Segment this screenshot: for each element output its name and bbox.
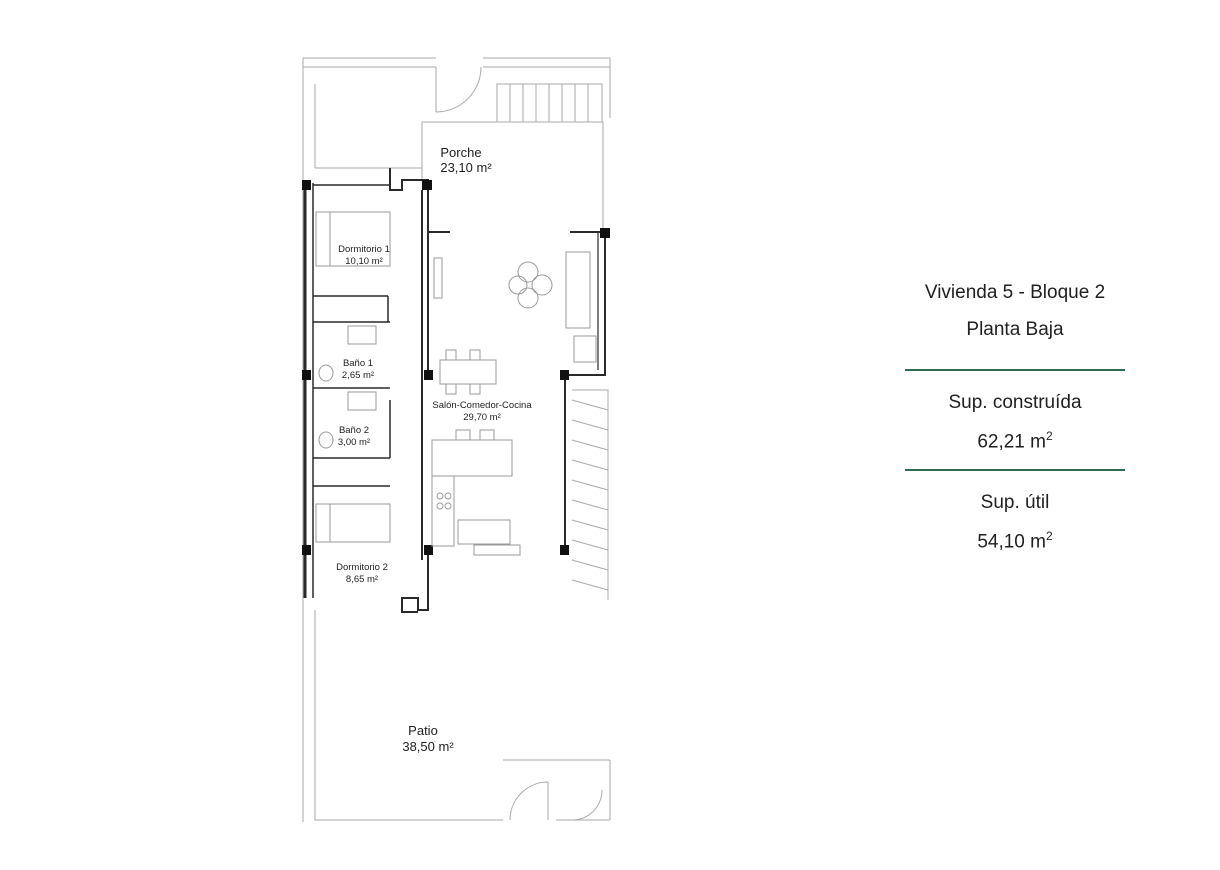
porch-edge [422,122,603,230]
tv-unit [434,258,442,298]
built-area-value: 62,21 m [977,431,1046,453]
patio-boundary [315,610,610,820]
usable-area-value: 54,10 m [977,531,1046,553]
title-line-1: Vivienda 5 - Bloque 2 [924,282,1106,303]
dormitorio2-name: Dormitorio 2 [336,562,388,573]
divider-1 [905,369,1125,371]
column [302,545,311,555]
entry-stairs [497,84,602,122]
salon-area: 29,70 m² [463,412,501,423]
porch-front-line [315,84,422,168]
bano2-area: 3,00 m² [337,437,371,448]
dormitorio1-area: 10,10 m² [345,256,383,267]
column [560,545,569,555]
coffee-table [509,262,552,308]
built-area-label: Sup. construída [948,392,1082,413]
column [560,370,569,380]
kitchen [432,430,520,555]
column [422,180,432,190]
bano1-area: 2,65 m² [341,370,375,381]
salon-name: Salón-Comedor-Cocina [432,400,532,411]
dormitorio1-name: Dormitorio 1 [338,244,390,255]
column [600,228,610,238]
patio-area: 38,50 m² [402,739,454,754]
porch-door [436,67,481,112]
bed-2 [316,504,390,542]
patio-door [510,782,548,820]
patio-name: Patio [408,723,438,738]
porche-area: 23,10 m² [440,160,492,175]
wall-bath-right [388,296,390,458]
built-area-value-wrap [905,429,1125,454]
title-block [905,282,1125,342]
divider-2 [905,469,1125,471]
built-area-unit-sup: 2 [1045,428,1053,443]
usable-area-unit-sup: 2 [1045,528,1053,543]
usable-area-block [905,492,1125,554]
usable-area-value-wrap [905,529,1125,554]
column [424,370,433,380]
built-area-block [905,392,1125,454]
wall-bottom [402,555,428,612]
porche-name: Porche [440,145,482,160]
dormitorio2-area: 8,65 m² [345,574,379,585]
column [302,370,311,380]
usable-area-label: Sup. útil [980,492,1050,513]
column [302,180,311,190]
bano1-name: Baño 1 [342,358,374,369]
side-stairs [572,390,608,600]
dining-table [440,350,496,394]
bano2-name: Baño 2 [338,425,370,436]
sofa [566,252,596,362]
wall-right-top [565,232,605,555]
patio-door-2 [572,790,602,820]
wall-bath-dividers [313,296,390,486]
title-line-2: Planta Baja [966,318,1064,340]
